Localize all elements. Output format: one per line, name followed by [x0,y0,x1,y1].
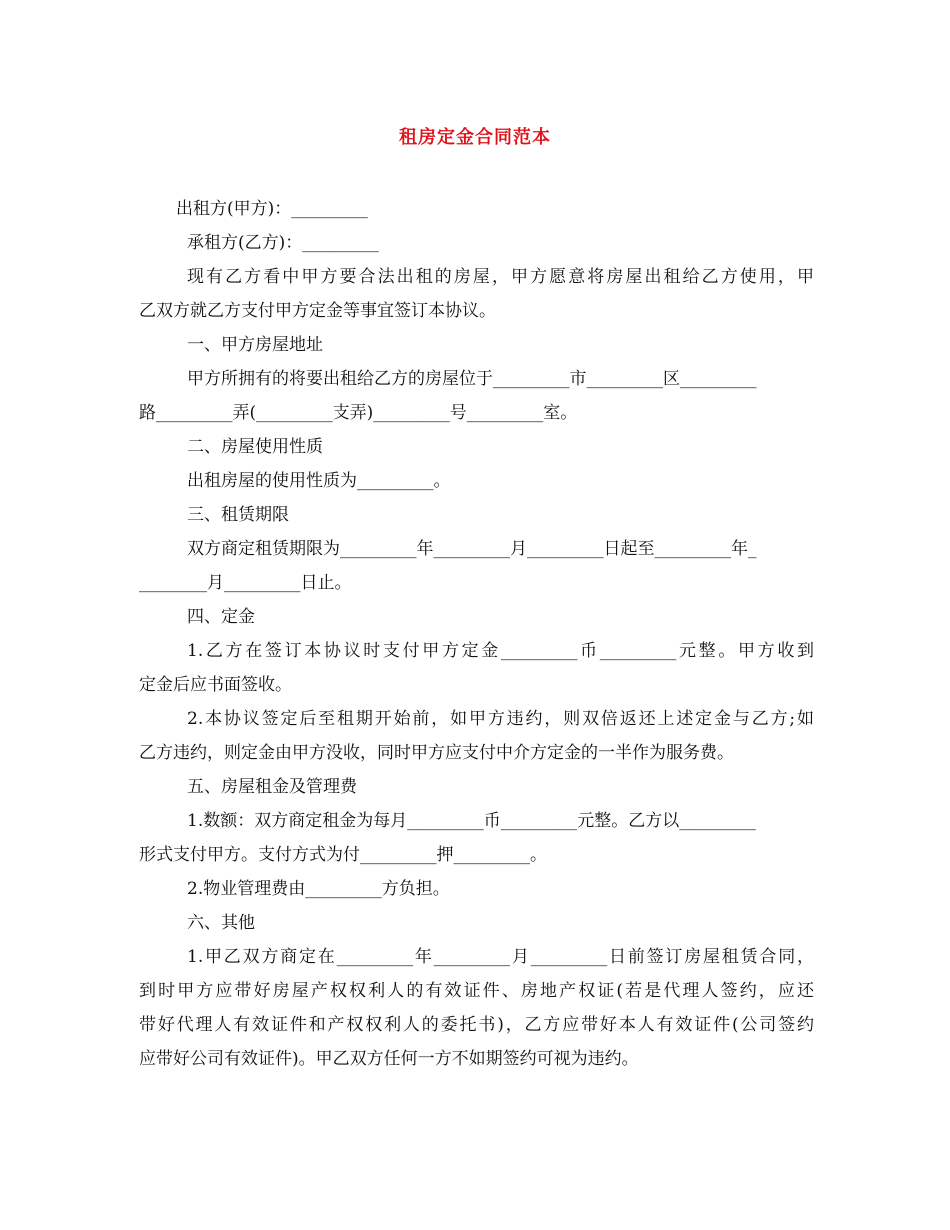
address-line-2: 路_________弄(_________支弄)_________号_________室。 [139,403,578,423]
section-heading-3: 三、租赁期限 [187,505,289,525]
section-heading-2: 二、房屋使用性质 [187,437,323,457]
rent-clause-1-line-1: 1.数额：双方商定租金为每月_________币_________元整。乙方以_________ [187,811,756,831]
lessor-line: 出租方(甲方)：_________ [176,199,368,219]
other-clause-1-line-2: 到时甲方应带好房屋产权权利人的有效证件、房地产权证(若是代理人签约，应还 [139,981,814,1001]
term-line-2: ________月_________日止。 [139,573,352,593]
term-line-1: 双方商定租赁期限为_________年_________月_________日起至_________年_ [187,539,757,559]
lessee-line: 承租方(乙方)：_________ [187,233,379,253]
section-heading-1: 一、甲方房屋地址 [187,335,323,355]
rent-clause-1-line-2: 形式支付甲方。支付方式为付_________押_________。 [139,845,547,865]
rent-clause-2: 2.物业管理费由_________方负担。 [187,879,450,899]
deposit-clause-1-line-2: 定金后应书面签收。 [139,675,292,695]
other-clause-1-line-4: 应带好公司有效证件)。甲乙双方任何一方不如期签约可视为违约。 [139,1049,639,1069]
intro-paragraph-line-1: 现有乙方看中甲方要合法出租的房屋，甲方愿意将房屋出租给乙方使用，甲 [187,267,814,287]
deposit-clause-2-line-2: 乙方违约，则定金由甲方没收，同时甲方应支付中介方定金的一半作为服务费。 [139,743,734,763]
section-heading-5: 五、房屋租金及管理费 [187,777,357,797]
deposit-clause-2-line-1: 2.本协议签定后至租期开始前，如甲方违约，则双倍返还上述定金与乙方;如 [187,709,814,729]
document-title: 租房定金合同范本 [399,127,551,148]
other-clause-1-line-1: 1.甲乙双方商定在_________年_________月_________日前签订房屋租赁合同， [187,947,814,967]
other-clause-1-line-3: 带好代理人有效证件和产权权利人的委托书)，乙方应带好本人有效证件(公司签约 [139,1015,814,1035]
usage-line: 出租房屋的使用性质为_________。 [187,471,451,491]
deposit-clause-1-line-1: 1.乙方在签订本协议时支付甲方定金_________币_________元整。甲方收到 [187,641,814,661]
address-line-1: 甲方所拥有的将要出租给乙方的房屋位于_________市_________区_________ [187,369,757,389]
section-heading-4: 四、定金 [187,607,255,627]
section-heading-6: 六、其他 [187,913,255,933]
document-body [139,192,814,1076]
intro-paragraph-line-2: 乙双方就乙方支付甲方定金等事宜签订本协议。 [139,301,496,321]
